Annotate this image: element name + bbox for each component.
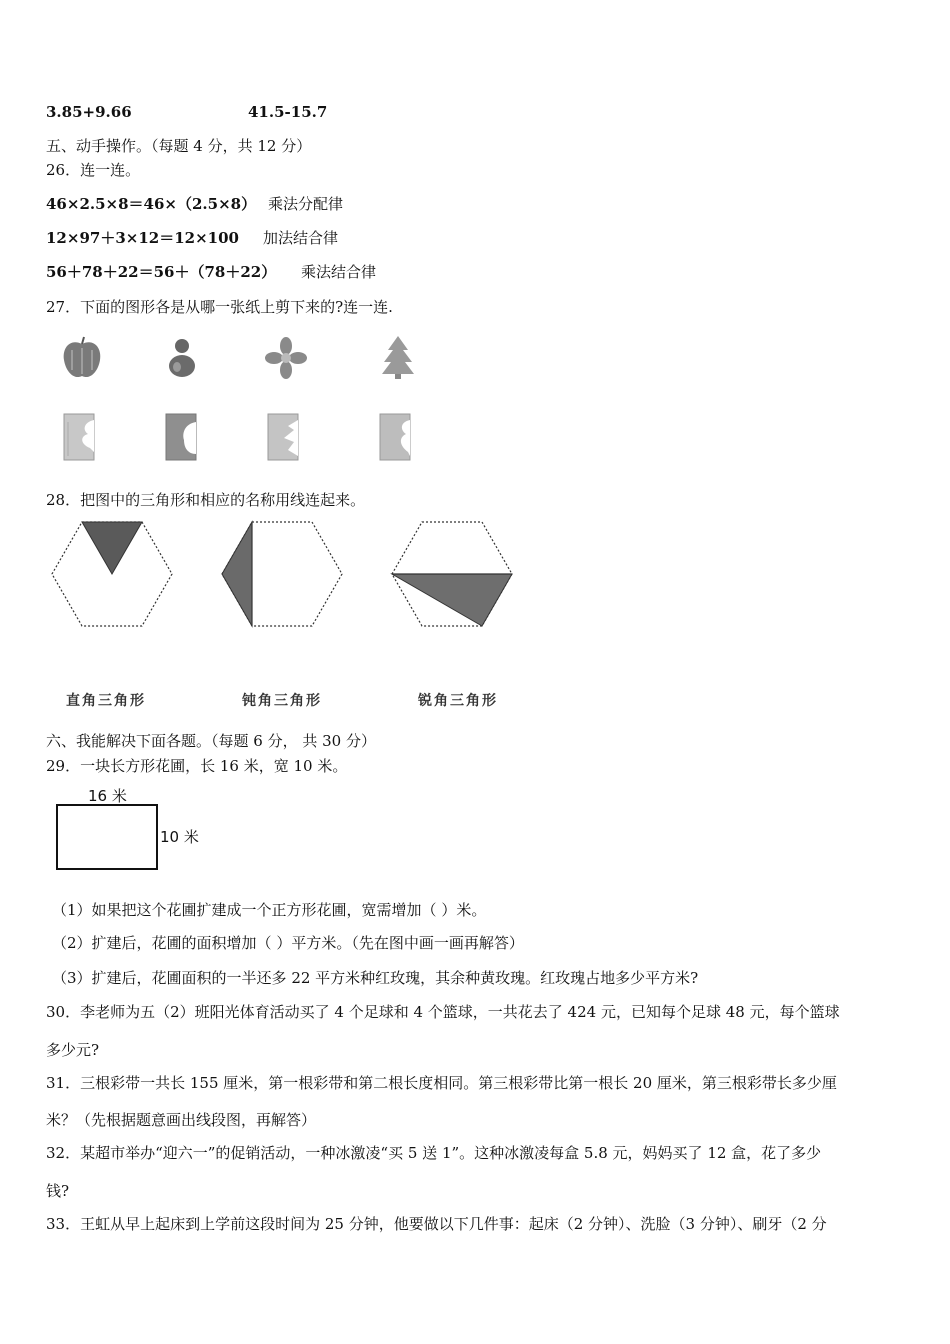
hexagon-obtuse-triangle [218,518,348,630]
label-obtuse-triangle: 钝角三角形 [242,693,322,709]
section6-title: 六、我能解决下面各题。（每题 6 分， 共 30 分） [46,732,376,750]
flower-cutout-icon [264,336,308,380]
apple-cutout-icon [58,334,106,382]
folded-paper-3-icon [266,412,300,462]
q31-line2: 米？（先根据题意画出线段图，再解答） [46,1111,317,1129]
q26-title: 26．连一连。 [46,161,141,179]
section5-title: 五、动手操作。（每题 4 分，共 12 分） [46,137,312,155]
garden-rectangle [56,804,158,870]
q26-expr-1: 46×2.5×8＝46×（2.5×8） [46,195,257,213]
gourd-cutout-icon [160,334,204,382]
q32-line2: 钱? [46,1182,70,1200]
tree-cutout-icon [378,334,418,380]
q26-expr-2: 12×97＋3×12＝12×100 [46,229,239,247]
q31-line1: 31．三根彩带一共长 155 厘米，第一根彩带和第二根长度相同。第三根彩带比第一根长 20 厘米，第三根彩带长多少厘 [46,1074,837,1092]
q26-law-2: 加法结合律 [263,229,339,247]
q29-length-label: 16 米 [88,787,127,805]
q29-sub1: （1）如果把这个花圃扩建成一个正方形花圃，宽需增加（ ）米。 [52,901,487,919]
q26-law-1: 乘法分配律 [268,195,344,213]
label-right-triangle: 直角三角形 [66,693,146,709]
q27-title: 27．下面的图形各是从哪一张纸上剪下来的?连一连. [46,298,393,316]
q29-title: 29．一块长方形花圃，长 16 米，宽 10 米。 [46,757,348,775]
q29-width-label: 10 米 [160,828,199,846]
q26-law-3: 乘法结合律 [301,263,377,281]
q30-line2: 多少元? [46,1041,100,1059]
q33-line1: 33．王虹从早上起床到上学前这段时间为 25 分钟，他要做以下几件事：起床（2 分钟）、洗脸（3 分钟）、刷牙（2 分 [46,1215,827,1233]
q29-sub3: （3）扩建后，花圃面积的一半还多 22 平方米种红玫瑰，其余种黄玫瑰。红玫瑰占地多少平方米? [52,969,699,987]
folded-paper-4-icon [378,412,412,462]
label-acute-triangle: 锐角三角形 [418,693,498,709]
q30-line1: 30．李老师为五（2）班阳光体育活动买了 4 个足球和 4 个篮球，一共花去了 424 元，已知每个足球 48 元，每个篮球 [46,1003,840,1021]
q29-sub2: （2）扩建后，花圃的面积增加（ ）平方米。（先在图中画一画再解答） [52,934,524,952]
calc-b: 41.5-15.7 [248,103,328,121]
q26-expr-3: 56＋78＋22＝56＋（78＋22） [46,263,277,281]
folded-paper-2-icon [164,412,198,462]
hexagon-right-triangle [48,518,178,630]
folded-paper-1-icon [62,412,96,462]
calc-a: 3.85+9.66 [46,103,132,121]
hexagon-acute-triangle [388,518,518,630]
q32-line1: 32．某超市举办“迎六一”的促销活动，一种冰激凌“买 5 送 1”。这种冰激凌每盒 5.8 元，妈妈买了 12 盒，花了多少 [46,1144,822,1162]
q28-title: 28．把图中的三角形和相应的名称用线连起来。 [46,491,366,509]
